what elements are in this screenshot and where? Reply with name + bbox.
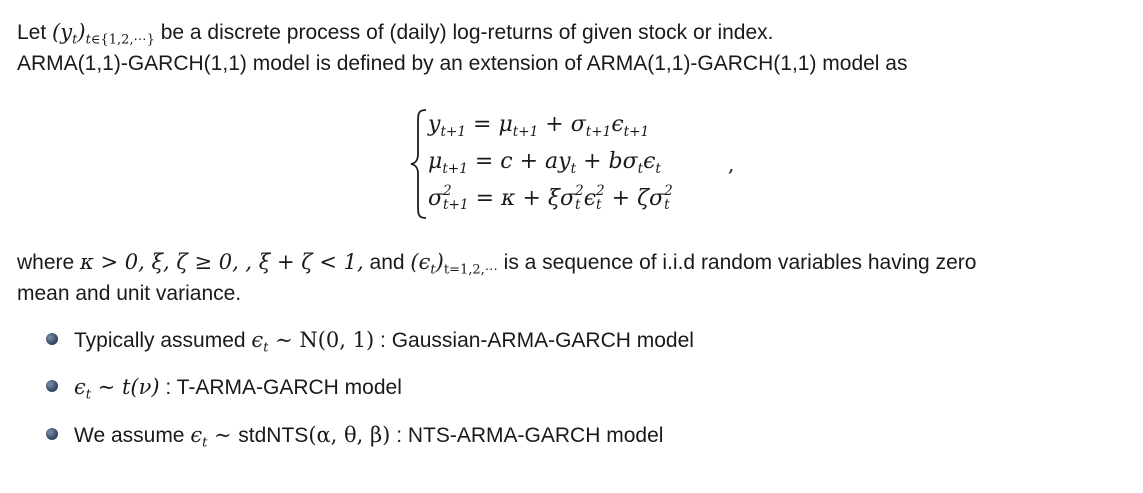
model-equations xyxy=(410,108,740,220)
left-brace xyxy=(410,108,428,220)
bullet-icon xyxy=(46,428,58,440)
intro-line-1 xyxy=(17,17,774,48)
list-item-student-t: $\epsilon_t$ ∼ t(ν) : T-ARMA-GARCH model xyxy=(46,372,402,403)
process-notation: $(y_t)_{t\in\{1,2,\cdots\}}$ xyxy=(52,20,155,48)
list-item-nts: We assume $\epsilon_t$ ∼ stdNTS(α, θ, β) : NTS-ARMA-GARCH model xyxy=(46,420,663,451)
intro-prefix: Let xyxy=(17,21,47,44)
bullet-icon xyxy=(46,333,58,345)
innovation-sequence: $(\epsilon_t)_{t=1,2,\cdots}$ xyxy=(410,250,498,278)
equation-comma: , xyxy=(728,152,735,176)
equation-row-variance: σ 2 t+1 = κ + ξσ 2 t ϵ 2 t + ζσ 2 t xyxy=(428,183,673,213)
list-item-gaussian: Typically assumed $\epsilon_t$ ∼ N(0, 1) : Gaussian-ARMA-GARCH model xyxy=(46,325,694,356)
intro-suffix: be a discrete process of (daily) log-returns of given stock or index. xyxy=(160,21,774,44)
equation-row-returns: $y_{t+1} = \mu_{t+1} + \sigma_{t+1}\epsilon_{t+1}$ xyxy=(428,112,650,140)
parameter-conditions: κ > 0, ξ, ζ ≥ 0, , ξ + ζ < 1, xyxy=(80,250,364,274)
t-distribution: $\epsilon_t$ ∼ t(ν) xyxy=(74,375,160,403)
intro-line-2: ARMA(1,1)-GARCH(1,1) model is defined by an extension of ARMA(1,1)-GARCH(1,1) model as xyxy=(17,52,908,75)
equation-row-mean: $\mu_{t+1} = c + ay_t + b\sigma_t\epsilon_t$ xyxy=(428,149,661,177)
gaussian-distribution: $\epsilon_t$ ∼ N(0, 1) xyxy=(251,328,375,356)
nts-distribution: $\epsilon_t$ ∼ stdNTS(α, θ, β) xyxy=(190,423,391,451)
conditions-line-2: mean and unit variance. xyxy=(17,282,242,305)
bullet-icon xyxy=(46,380,58,392)
conditions-line-1: where κ > 0, ξ, ζ ≥ 0, , ξ + ζ < 1, and $(\epsilon_t)_{t=1,2,\cdots}$ is a sequence of i.i.d random variables having zero xyxy=(17,250,977,278)
